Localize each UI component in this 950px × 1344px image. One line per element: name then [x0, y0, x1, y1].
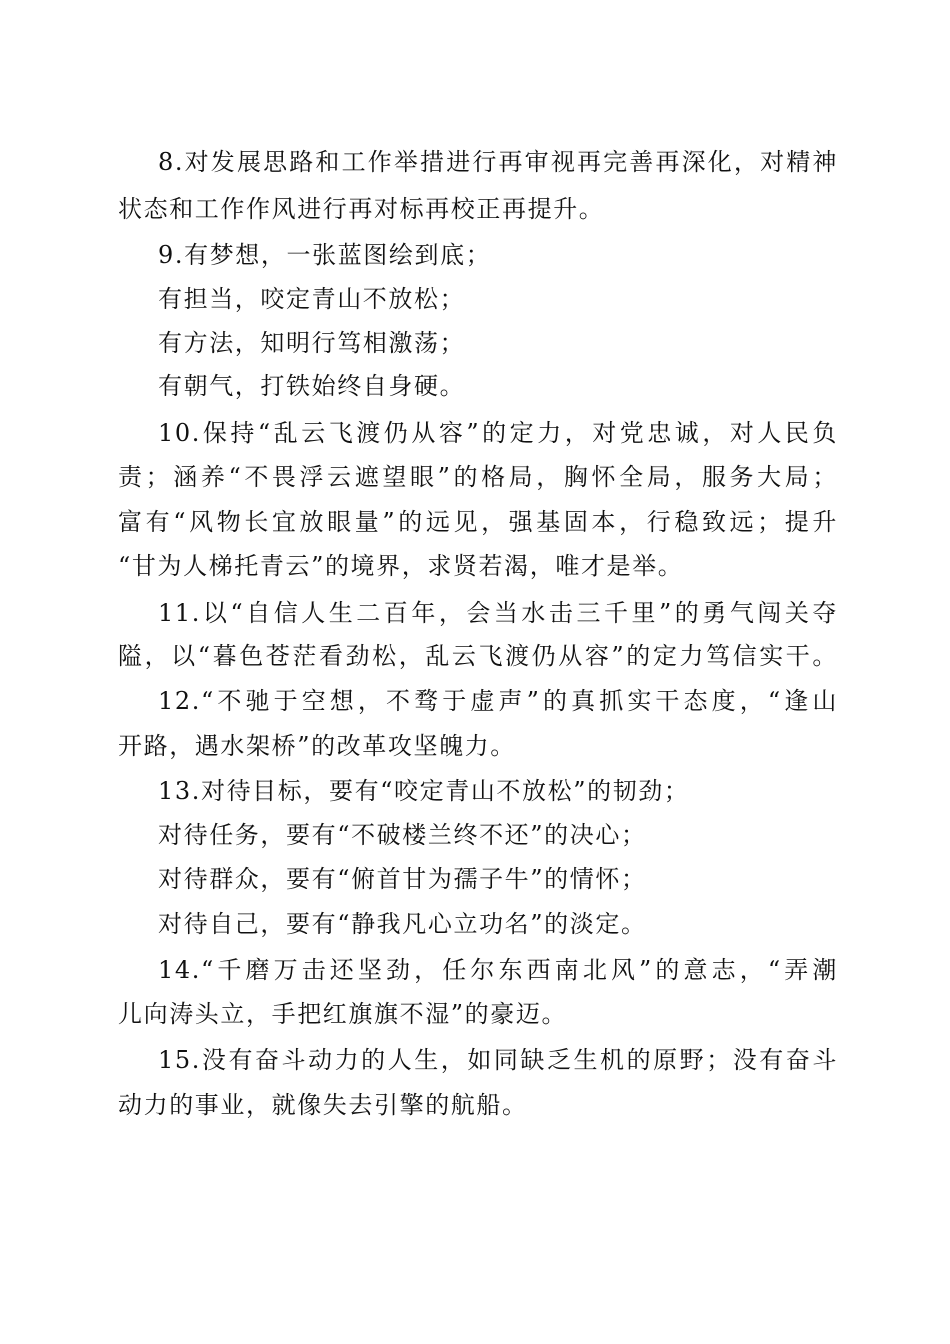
item-9-line-1: 9.有梦想，一张蓝图绘到底； [158, 241, 492, 269]
item-8-line-1: 8.对发展思路和工作举措进行再审视再完善再深化，对精神 [158, 148, 838, 176]
item-15-line-2: 动力的事业，就像失去引擎的航船。 [118, 1091, 528, 1119]
item-9-line-2: 有担当，咬定青山不放松； [158, 285, 466, 313]
item-9-line-3: 有方法，知明行笃相激荡； [158, 329, 466, 357]
item-10-line-3: 富有“风物长宜放眼量”的远见，强基固本，行稳致远；提升 [118, 508, 838, 536]
item-10-line-4: “甘为人梯托青云”的境界，求贤若渴，唯才是举。 [118, 552, 684, 580]
item-9-line-4: 有朝气，打铁始终自身硬。 [158, 372, 466, 400]
item-14-line-1: 14.“千磨万击还坚劲，任尔东西南北风”的意志，“弄潮 [158, 956, 838, 984]
item-14-line-2: 儿向涛头立，手把红旗旗不湿”的豪迈。 [118, 1000, 568, 1028]
item-13-line-4: 对待自己，要有“静我凡心立功名”的淡定。 [158, 910, 647, 938]
item-13-line-3: 对待群众，要有“俯首甘为孺子牛”的情怀； [158, 865, 647, 893]
item-12-line-2: 开路，遇水架桥”的改革攻坚魄力。 [118, 732, 516, 760]
item-10-line-1: 10.保持“乱云飞渡仍从容”的定力，对党忠诚，对人民负 [158, 419, 838, 447]
item-11-line-2: 隘，以“暮色苍茫看劲松，乱云飞渡仍从容”的定力笃信实干。 [118, 642, 838, 670]
item-13-line-1: 13.对待目标，要有“咬定青山不放松”的韧劲； [158, 777, 690, 805]
item-12-line-1: 12.“不驰于空想，不骛于虚声”的真抓实干态度，“逢山 [158, 687, 838, 715]
item-8-line-2: 状态和工作作风进行再对标再校正再提升。 [118, 195, 605, 223]
item-15-line-1: 15.没有奋斗动力的人生，如同缺乏生机的原野；没有奋斗 [158, 1046, 838, 1074]
item-13-line-2: 对待任务，要有“不破楼兰终不还”的决心； [158, 821, 647, 849]
item-10-line-2: 责；涵养“不畏浮云遮望眼”的格局，胸怀全局，服务大局； [118, 463, 838, 491]
item-11-line-1: 11.以“自信人生二百年，会当水击三千里”的勇气闯关夺 [158, 599, 838, 627]
